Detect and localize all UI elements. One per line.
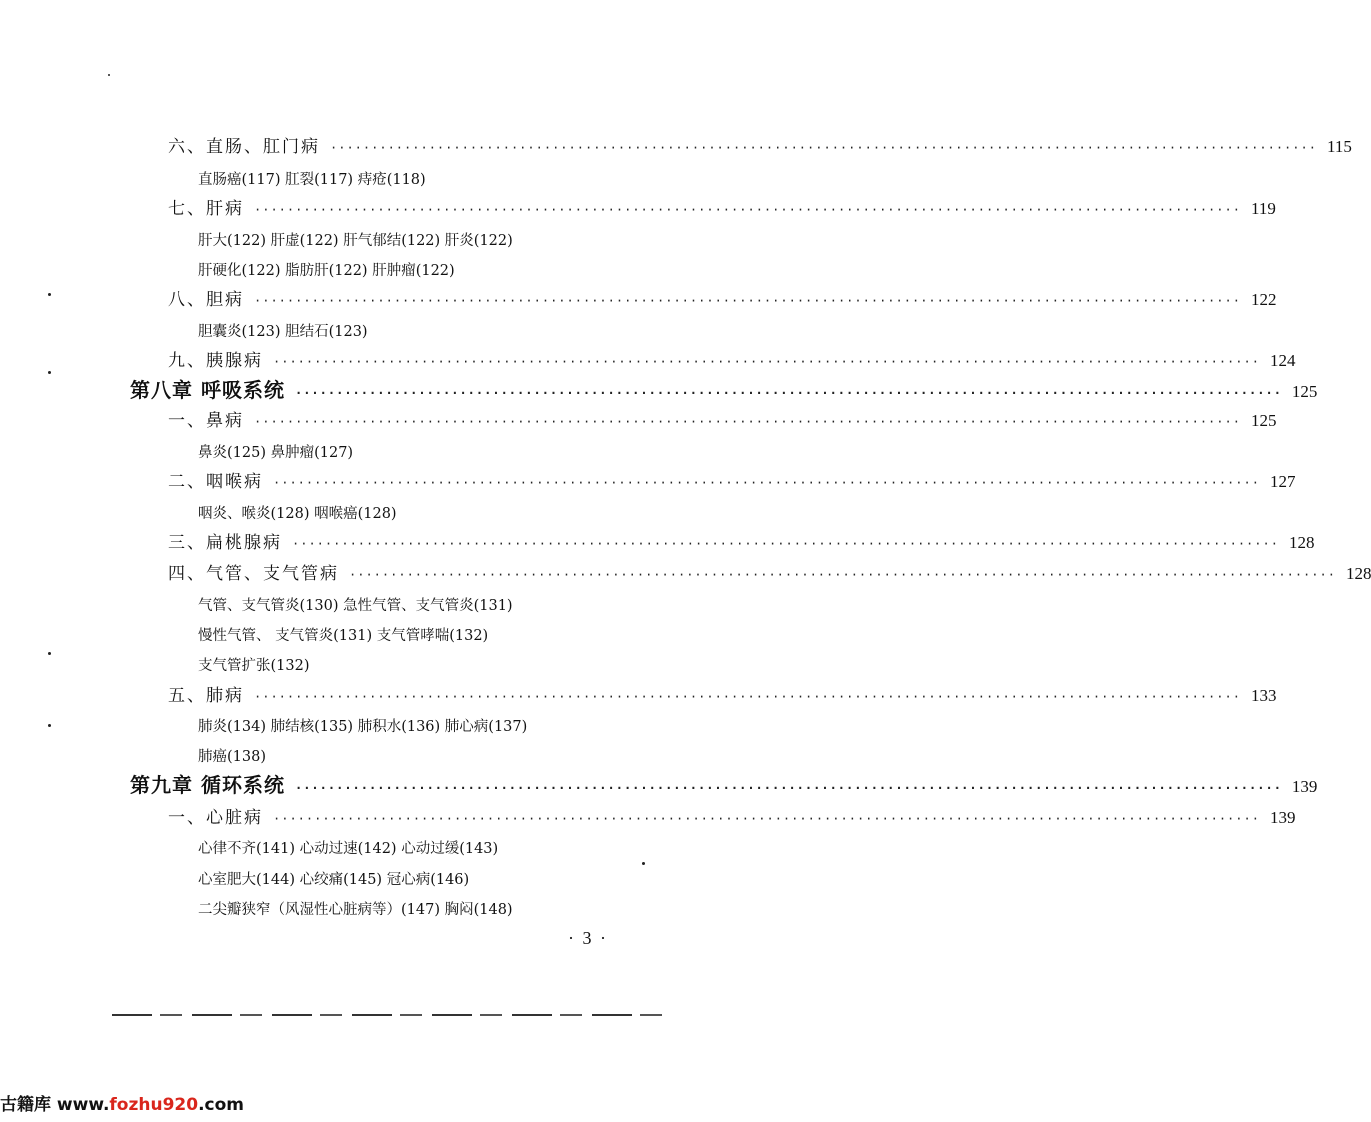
watermark-accent: fozhu920 (109, 1095, 199, 1115)
toc-entry-page: 115 (1326, 137, 1352, 156)
toc-subentries: 鼻炎(125) 鼻肿瘤(127) (198, 445, 354, 461)
dot-leader: ························································································································ (330, 141, 1317, 155)
toc-chapter-title: 第九章 循环系统 (130, 773, 285, 797)
dot-leader: ························································································································ (254, 294, 1241, 308)
toc-entry (168, 528, 1315, 553)
toc-subentries: 直肠癌(117) 肛裂(117) 痔疮(118) (198, 172, 426, 188)
toc-entry (168, 803, 1296, 828)
toc-entry (168, 285, 1277, 310)
toc-subentries: 气管、支气管炎(130) 急性气管、支气管炎(131) (198, 598, 513, 614)
toc-entry-title: 二、咽喉病 (168, 472, 263, 492)
toc-entry-page: 119 (1250, 199, 1276, 218)
toc-entry-page: 128 (1345, 564, 1371, 583)
page-number: · 3 · (568, 928, 608, 948)
toc-subentries: 胆囊炎(123) 胆结石(123) (198, 324, 368, 340)
toc-subentries: 肝硬化(122) 脂肪肝(122) 肝肿瘤(122) (198, 263, 455, 279)
toc-subentries: 肺癌(138) (198, 749, 266, 765)
toc-subentries: 咽炎、喉炎(128) 咽喉癌(128) (198, 506, 397, 522)
watermark-suffix: .com (198, 1095, 245, 1115)
toc-entry-page: 128 (1288, 533, 1315, 552)
toc-chapter (130, 769, 1318, 798)
dot-leader: ························································································································ (273, 355, 1260, 369)
toc-entry-title: 一、鼻病 (168, 411, 244, 431)
dot-leader: ························································································································ (273, 476, 1260, 490)
dot-leader: ························································································································ (294, 781, 1282, 795)
toc-entry-title: 九、胰腺病 (168, 351, 263, 371)
toc-entry-title: 三、扁桃腺病 (168, 533, 282, 553)
toc-entry-title: 八、胆病 (168, 290, 244, 310)
scan-speck (48, 371, 51, 374)
toc-entry (168, 559, 1371, 584)
dot-leader: ························································································································ (273, 812, 1260, 826)
toc-chapter-title: 第八章 呼吸系统 (130, 378, 285, 402)
toc-entry-title: 四、气管、支气管病 (168, 564, 339, 584)
toc-entry-page: 122 (1250, 290, 1277, 309)
toc-subentries: 肝大(122) 肝虚(122) 肝气郁结(122) 肝炎(122) (198, 233, 513, 249)
scan-speck (108, 74, 110, 76)
toc-entry (168, 132, 1352, 157)
toc-entry (168, 346, 1296, 371)
toc-subentries: 支气管扩张(132) (198, 658, 310, 674)
toc-entry (168, 681, 1277, 706)
dot-leader: ························································································································ (349, 568, 1336, 582)
dot-leader: ························································································································ (292, 537, 1279, 551)
toc-chapter-page: 125 (1291, 382, 1318, 401)
toc-entry-title: 五、肺病 (168, 686, 244, 706)
bottom-rule (112, 1014, 664, 1016)
toc-entry (168, 194, 1276, 219)
scan-speck (48, 724, 51, 727)
dot-leader: ························································································································ (254, 690, 1241, 704)
toc-subentries: 心律不齐(141) 心动过速(142) 心动过缓(143) (198, 841, 499, 857)
watermark (0, 1090, 244, 1115)
toc-entry-page: 139 (1269, 808, 1296, 827)
scan-speck (642, 862, 645, 865)
toc-entry-page: 124 (1269, 351, 1296, 370)
toc-subentries: 肺炎(134) 肺结核(135) 肺积水(136) 肺心病(137) (198, 719, 528, 735)
dot-leader: ························································································································ (254, 203, 1241, 217)
toc-entry-page: 127 (1269, 472, 1296, 491)
toc-chapter-page: 139 (1291, 777, 1318, 796)
dot-leader: ························································································································ (254, 415, 1241, 429)
scan-speck (48, 293, 51, 296)
toc-entry-title: 六、直肠、肛门病 (168, 137, 320, 157)
dot-leader: ························································································································ (294, 386, 1282, 400)
toc-subentries: 慢性气管、 支气管炎(131) 支气管哮喘(132) (198, 628, 489, 644)
toc-entry-page: 125 (1250, 411, 1277, 430)
scan-speck (48, 652, 51, 655)
toc-entry (168, 467, 1296, 492)
toc-entry (168, 406, 1277, 431)
watermark-prefix: 古籍库 www. (0, 1095, 110, 1115)
toc-subentries: 心室肥大(144) 心绞痛(145) 冠心病(146) (198, 872, 470, 888)
toc-entry-title: 一、心脏病 (168, 808, 263, 828)
toc-chapter (130, 374, 1318, 403)
toc-entry-page: 133 (1250, 686, 1277, 705)
toc-entry-title: 七、肝病 (168, 199, 244, 219)
toc-subentries: 二尖瓣狭窄（风湿性心脏病等）(147) 胸闷(148) (198, 902, 513, 918)
